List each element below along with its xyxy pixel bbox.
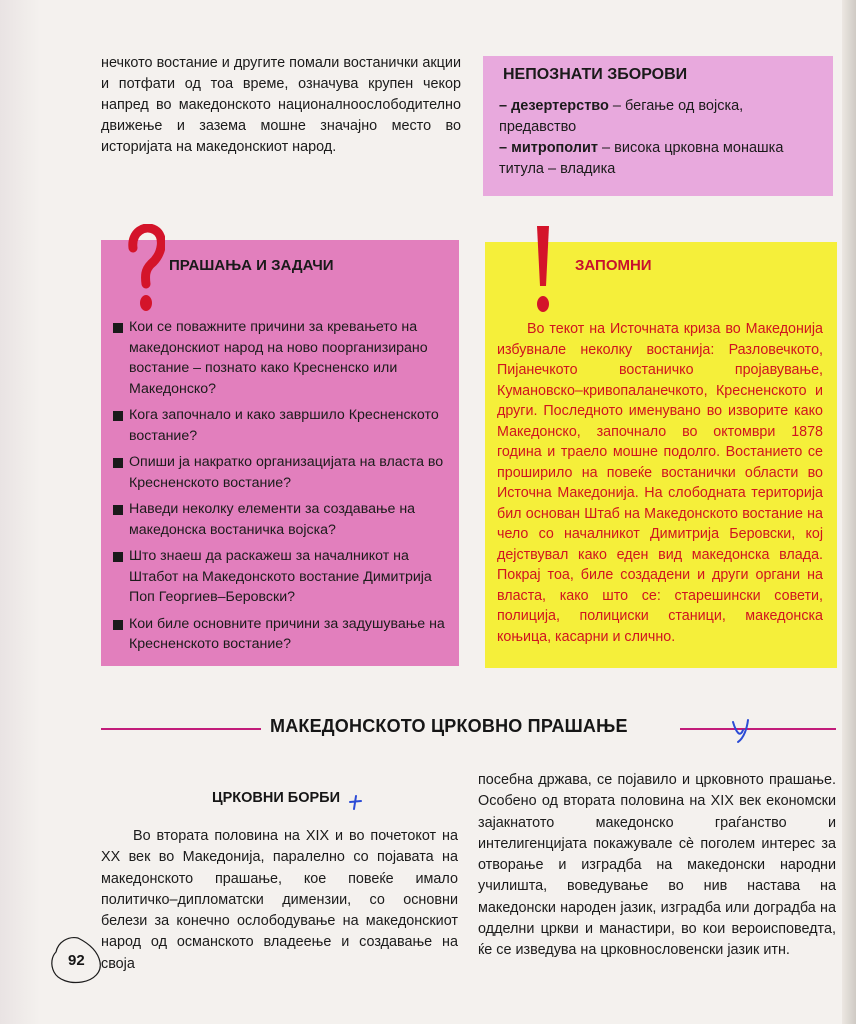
page-number-area [48, 934, 106, 986]
question-text: Кога започнало и како завршило Кресненското востание? [129, 407, 439, 444]
bullet-square-icon [113, 458, 123, 468]
questions-title: ПРАШАЊА И ЗАДАЧИ [169, 257, 334, 274]
right-column-paragraph: посебна држава, се појавило и црковното прашање. Особено од втората половина на XIX век економски зајакнатото македонско граѓанство и интелигенцијата покажувале сè поголем интерес за отворање и изградба на македонски народни училишта, воведување во нив настава на македонски народен јазик, изградба или доградба на одделни цркви и манастири, во кои вероисповедта, ќе се изведува на црковнословенски јазик итн. [478, 772, 836, 959]
section-title: МАКЕДОНСКОТО ЦРКОВНО ПРАШАЊЕ [270, 716, 628, 736]
question-text: Кои биле основните причини за задушување на Кресненското востание? [129, 615, 445, 652]
section-divider-right [680, 728, 836, 730]
question-item [113, 317, 449, 399]
bullet-square-icon [113, 620, 123, 630]
unknown-word-definition: – бегање од војска, предавство [499, 98, 744, 135]
unknown-words-box [483, 56, 833, 196]
question-text: Што знаеш да раскажеш за началникот на Штабот на Македонското востание Димитрија Поп Георгиев–Беровски? [129, 548, 432, 605]
question-item [113, 499, 449, 540]
unknown-words-title: НЕПОЗНАТИ ЗБОРОВИ [503, 66, 688, 83]
section-divider-left [101, 728, 261, 730]
question-text: Опиши ја накратко организацијата на власта во Кресненското востание? [129, 454, 444, 491]
unknown-word-definition: – висока црковна монашка титула – владика [499, 140, 784, 177]
page-edge [842, 0, 856, 1024]
question-mark-icon [125, 224, 165, 314]
unknown-word-term: – митрополит [499, 140, 599, 156]
pen-cross-mark-icon [347, 794, 363, 810]
unknown-word-entry [499, 96, 817, 138]
exclamation-mark-icon [531, 222, 555, 316]
question-text: Наведи неколку елементи за создавање на македонска востаничка војска? [129, 501, 416, 538]
remember-title: ЗАПОМНИ [575, 257, 652, 274]
bullet-square-icon [113, 323, 123, 333]
bullet-square-icon [113, 505, 123, 515]
bullet-square-icon [113, 552, 123, 562]
pen-check-mark-icon [730, 718, 758, 744]
remember-box [485, 242, 837, 668]
bullet-square-icon [113, 411, 123, 421]
intro-paragraph: нечкото востание и другите помали востанички акции и потфати од тоа време, означува крупен чекор напред во македонското националноослободително движење и зазема мошне значајно место во историјата на македонскиот народ. [101, 55, 461, 155]
remember-text: Во текот на Источната криза во Македонија избувнале неколку востанија: Разловечкото, Пијанечкото востаничко пројавување, Кумановско–кривопаланечкото, Кресненското и други. Последното именувано во изворите како Македонско, започнало во октомври 1878 година и траело мошне подолго. Востанието се проширило на повеќе востанички области во Источна Македонија. На слободната територија бил основан Штаб на Македонското востание на чело со началникот Димитрија Беровски, кој дејствувал како еден вид македонска влада. Покрај тоа, биле создадени и други органи на власта, како што се: старешински совети, полиција, полициски станици, македонска коњица, касарни и слично. [497, 321, 823, 645]
question-item [113, 546, 449, 608]
unknown-word-entry [499, 138, 817, 180]
questions-box [101, 240, 459, 666]
subsection-title: ЦРКОВНИ БОРБИ [212, 790, 341, 806]
left-column-paragraph: Во втората половина на XIX и во почетокот на XX век во Македонија, паралелно со појавата на македонското прашање, кое повеќе имало политичко–дипломатски димензии, со основни белези за конечно ослободување на македонскиот народ од османското владеење и создавање на своја [101, 828, 458, 972]
question-text: Кои се поважните причини за кревањето на македонскиот народ на ново поорганизирано востание – познато како Кресненско или Македонско? [129, 319, 428, 397]
questions-list [113, 317, 449, 661]
unknown-word-term: – дезертерство [499, 98, 609, 114]
page-gutter-shade [0, 0, 40, 1024]
question-item [113, 405, 449, 446]
question-item [113, 452, 449, 493]
page-number: 92 [68, 952, 85, 969]
question-item [113, 614, 449, 655]
